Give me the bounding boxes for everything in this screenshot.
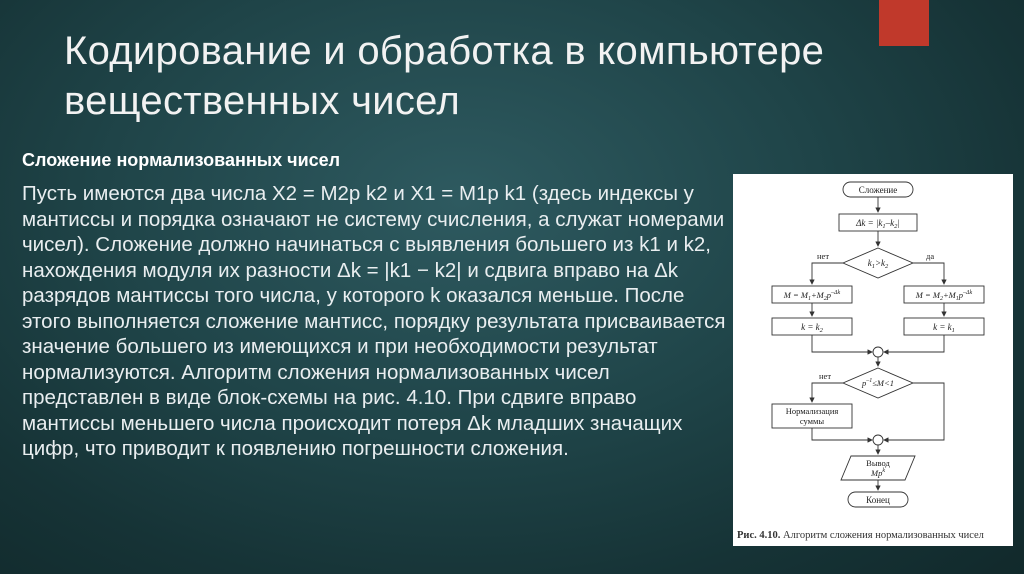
- start-label: Сложение: [858, 185, 898, 195]
- no-branch-label: нет: [817, 251, 830, 261]
- accent-bar: [879, 0, 929, 46]
- no-branch-label-2: нет: [819, 371, 832, 381]
- normalization-check-label: $p^{-1}\le M<1$: [862, 378, 894, 388]
- caption-label: Рис. 4.10.: [737, 530, 781, 541]
- slide-title: Кодирование и обработка в компьютере вещественных чисел: [64, 29, 825, 123]
- end-label: Конец: [866, 495, 890, 505]
- flowchart-diagram: [733, 174, 1013, 524]
- caption-text: Алгоритм сложения нормализованных чисел: [783, 530, 984, 541]
- normalize-label-line2: суммы: [799, 416, 825, 426]
- left-mantissa-label: $M = M_1+M_2p^{-\Delta k}$: [783, 290, 841, 302]
- merge-connector-2: [873, 435, 883, 445]
- figure-caption: [737, 530, 1009, 541]
- compare-label: $k_1>k_2$: [867, 258, 889, 270]
- merge-connector: [873, 347, 883, 357]
- right-order-label: $k = k_1$: [933, 322, 955, 334]
- normalize-label-line1: Нормализация: [785, 406, 839, 416]
- delta-label: $\Delta k = |k_1-k_2|$: [856, 218, 900, 230]
- output-label-line2: Mp$^k$: [870, 468, 886, 478]
- section-subheading: Сложение нормализованных чисел: [22, 150, 341, 170]
- body-paragraph: Пусть имеются два числа X2 = M2p k2 и X1 = M1p k1 (здесь индексы у мантиссы и порядка означают не систему счисления, а служат номерами чисел). Сложение должно начинаться с выявления большего из k1 и k2, нахождения модуля их разности Δk = |k1 − k2| и сдвига вправо на Δk разрядов мантиссы того числа, у которого k оказался меньше. После этого выполняется сложение мантисс, порядку результата присваивается значение большего из имеющихся и при необходимости результат нормализуются. Алгоритм сложения нормализованных чисел представлен в виде блок-схемы на рис. 4.10. При сдвиге вправо мантиссы меньшего числа происходит потеря Δk младших значащих цифр, что приводит к появлению погрешности сложения.: [22, 182, 726, 460]
- flowchart-figure: [733, 174, 1013, 546]
- yes-branch-label: да: [926, 251, 935, 261]
- left-order-label: $k = k_2$: [801, 322, 823, 334]
- output-label-line1: Вывод: [866, 458, 890, 468]
- right-mantissa-label: $M = M_2+M_1p^{-\Delta k}$: [915, 290, 973, 302]
